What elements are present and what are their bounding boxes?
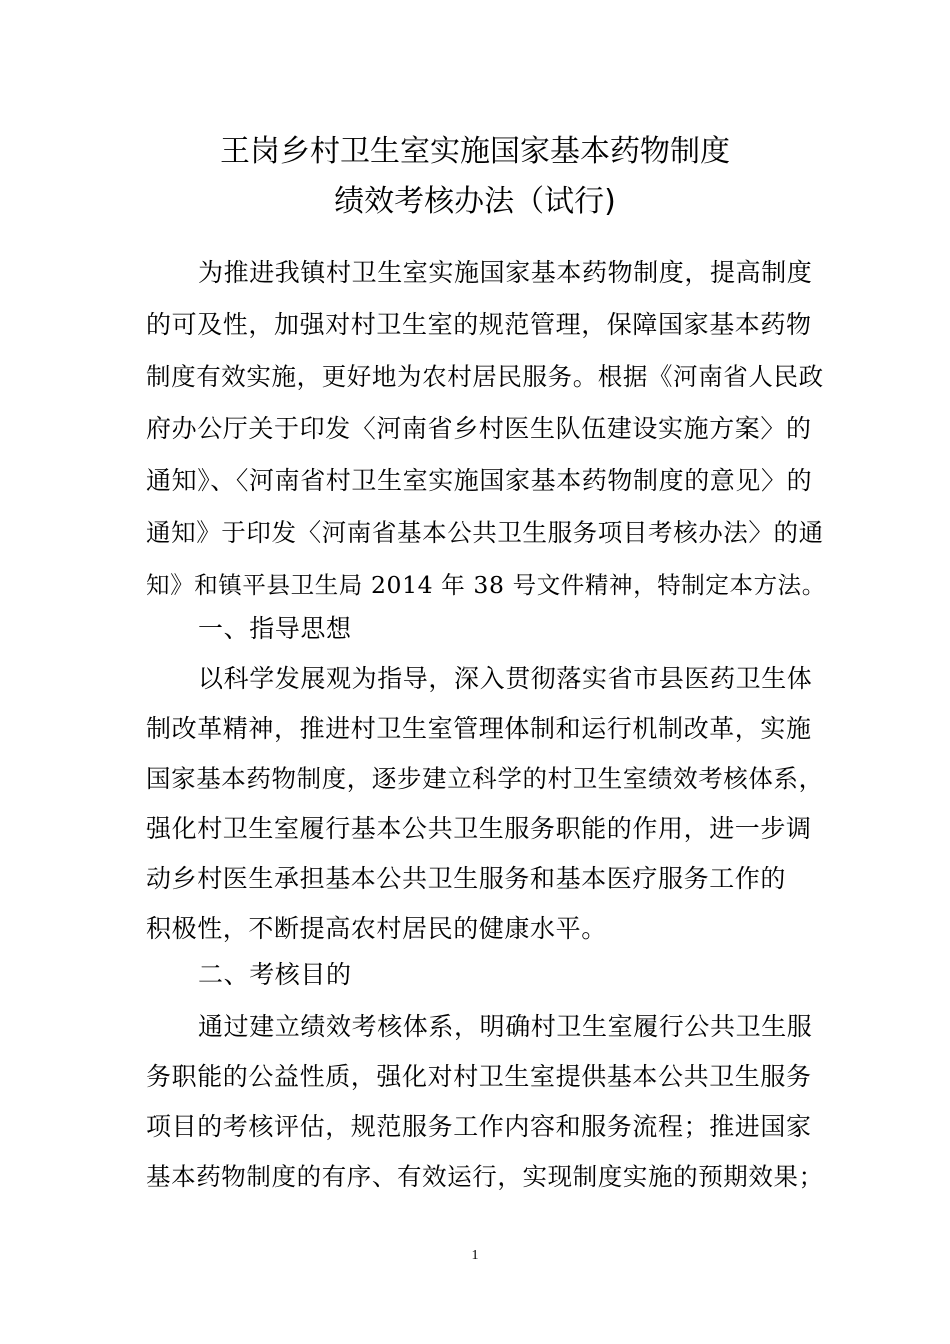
page-number: 1	[471, 1248, 479, 1263]
body-line: 通过建立绩效考核体系，明确村卫生室履行公共卫生服	[198, 1012, 813, 1041]
body-line: 以科学发展观为指导，深入贯彻落实省市县医药卫生体	[198, 664, 813, 693]
body-line: 为推进我镇村卫生室实施国家基本药物制度，提高制度	[198, 258, 813, 287]
body-line: 通知》于印发〈河南省基本公共卫生服务项目考核办法〉的通	[146, 518, 824, 547]
body-line: 知》和镇平县卫生局 2014 年 38 号文件精神，特制定本方法。	[146, 571, 826, 599]
section-heading: 二、考核目的	[198, 960, 352, 989]
body-line: 务职能的公益性质，强化对村卫生室提供基本公共卫生服务	[146, 1062, 812, 1091]
body-line: 强化村卫生室履行基本公共卫生服务职能的作用，进一步调	[146, 814, 812, 843]
body-line: 国家基本药物制度，逐步建立科学的村卫生室绩效考核体系，	[146, 764, 824, 793]
body-line: 制改革精神，推进村卫生室管理体制和运行机制改革，实施	[146, 714, 812, 743]
document-title-line-2: 绩效考核办法（试行)	[334, 184, 616, 219]
body-line: 的可及性，加强对村卫生室的规范管理，保障国家基本药物	[146, 310, 812, 339]
body-line: 项目的考核评估，规范服务工作内容和服务流程；推进国家	[146, 1112, 812, 1141]
body-line: 积极性，不断提高农村居民的健康水平。	[146, 914, 607, 943]
document-title-line-1: 王岗乡村卫生室实施国家基本药物制度	[220, 134, 730, 169]
body-line: 动乡村医生承担基本公共卫生服务和基本医疗服务工作的	[146, 864, 787, 893]
body-line: 通知》、〈河南省村卫生室实施国家基本药物制度的意见〉的	[146, 466, 813, 495]
body-line: 府办公厅关于印发〈河南省乡村医生队伍建设实施方案〉的	[146, 414, 812, 443]
section-heading: 一、指导思想	[198, 614, 352, 643]
body-line: 基本药物制度的有序、有效运行，实现制度实施的预期效果；	[146, 1162, 824, 1191]
body-line: 制度有效实施，更好地为农村居民服务。根据《河南省人民政	[146, 362, 824, 391]
